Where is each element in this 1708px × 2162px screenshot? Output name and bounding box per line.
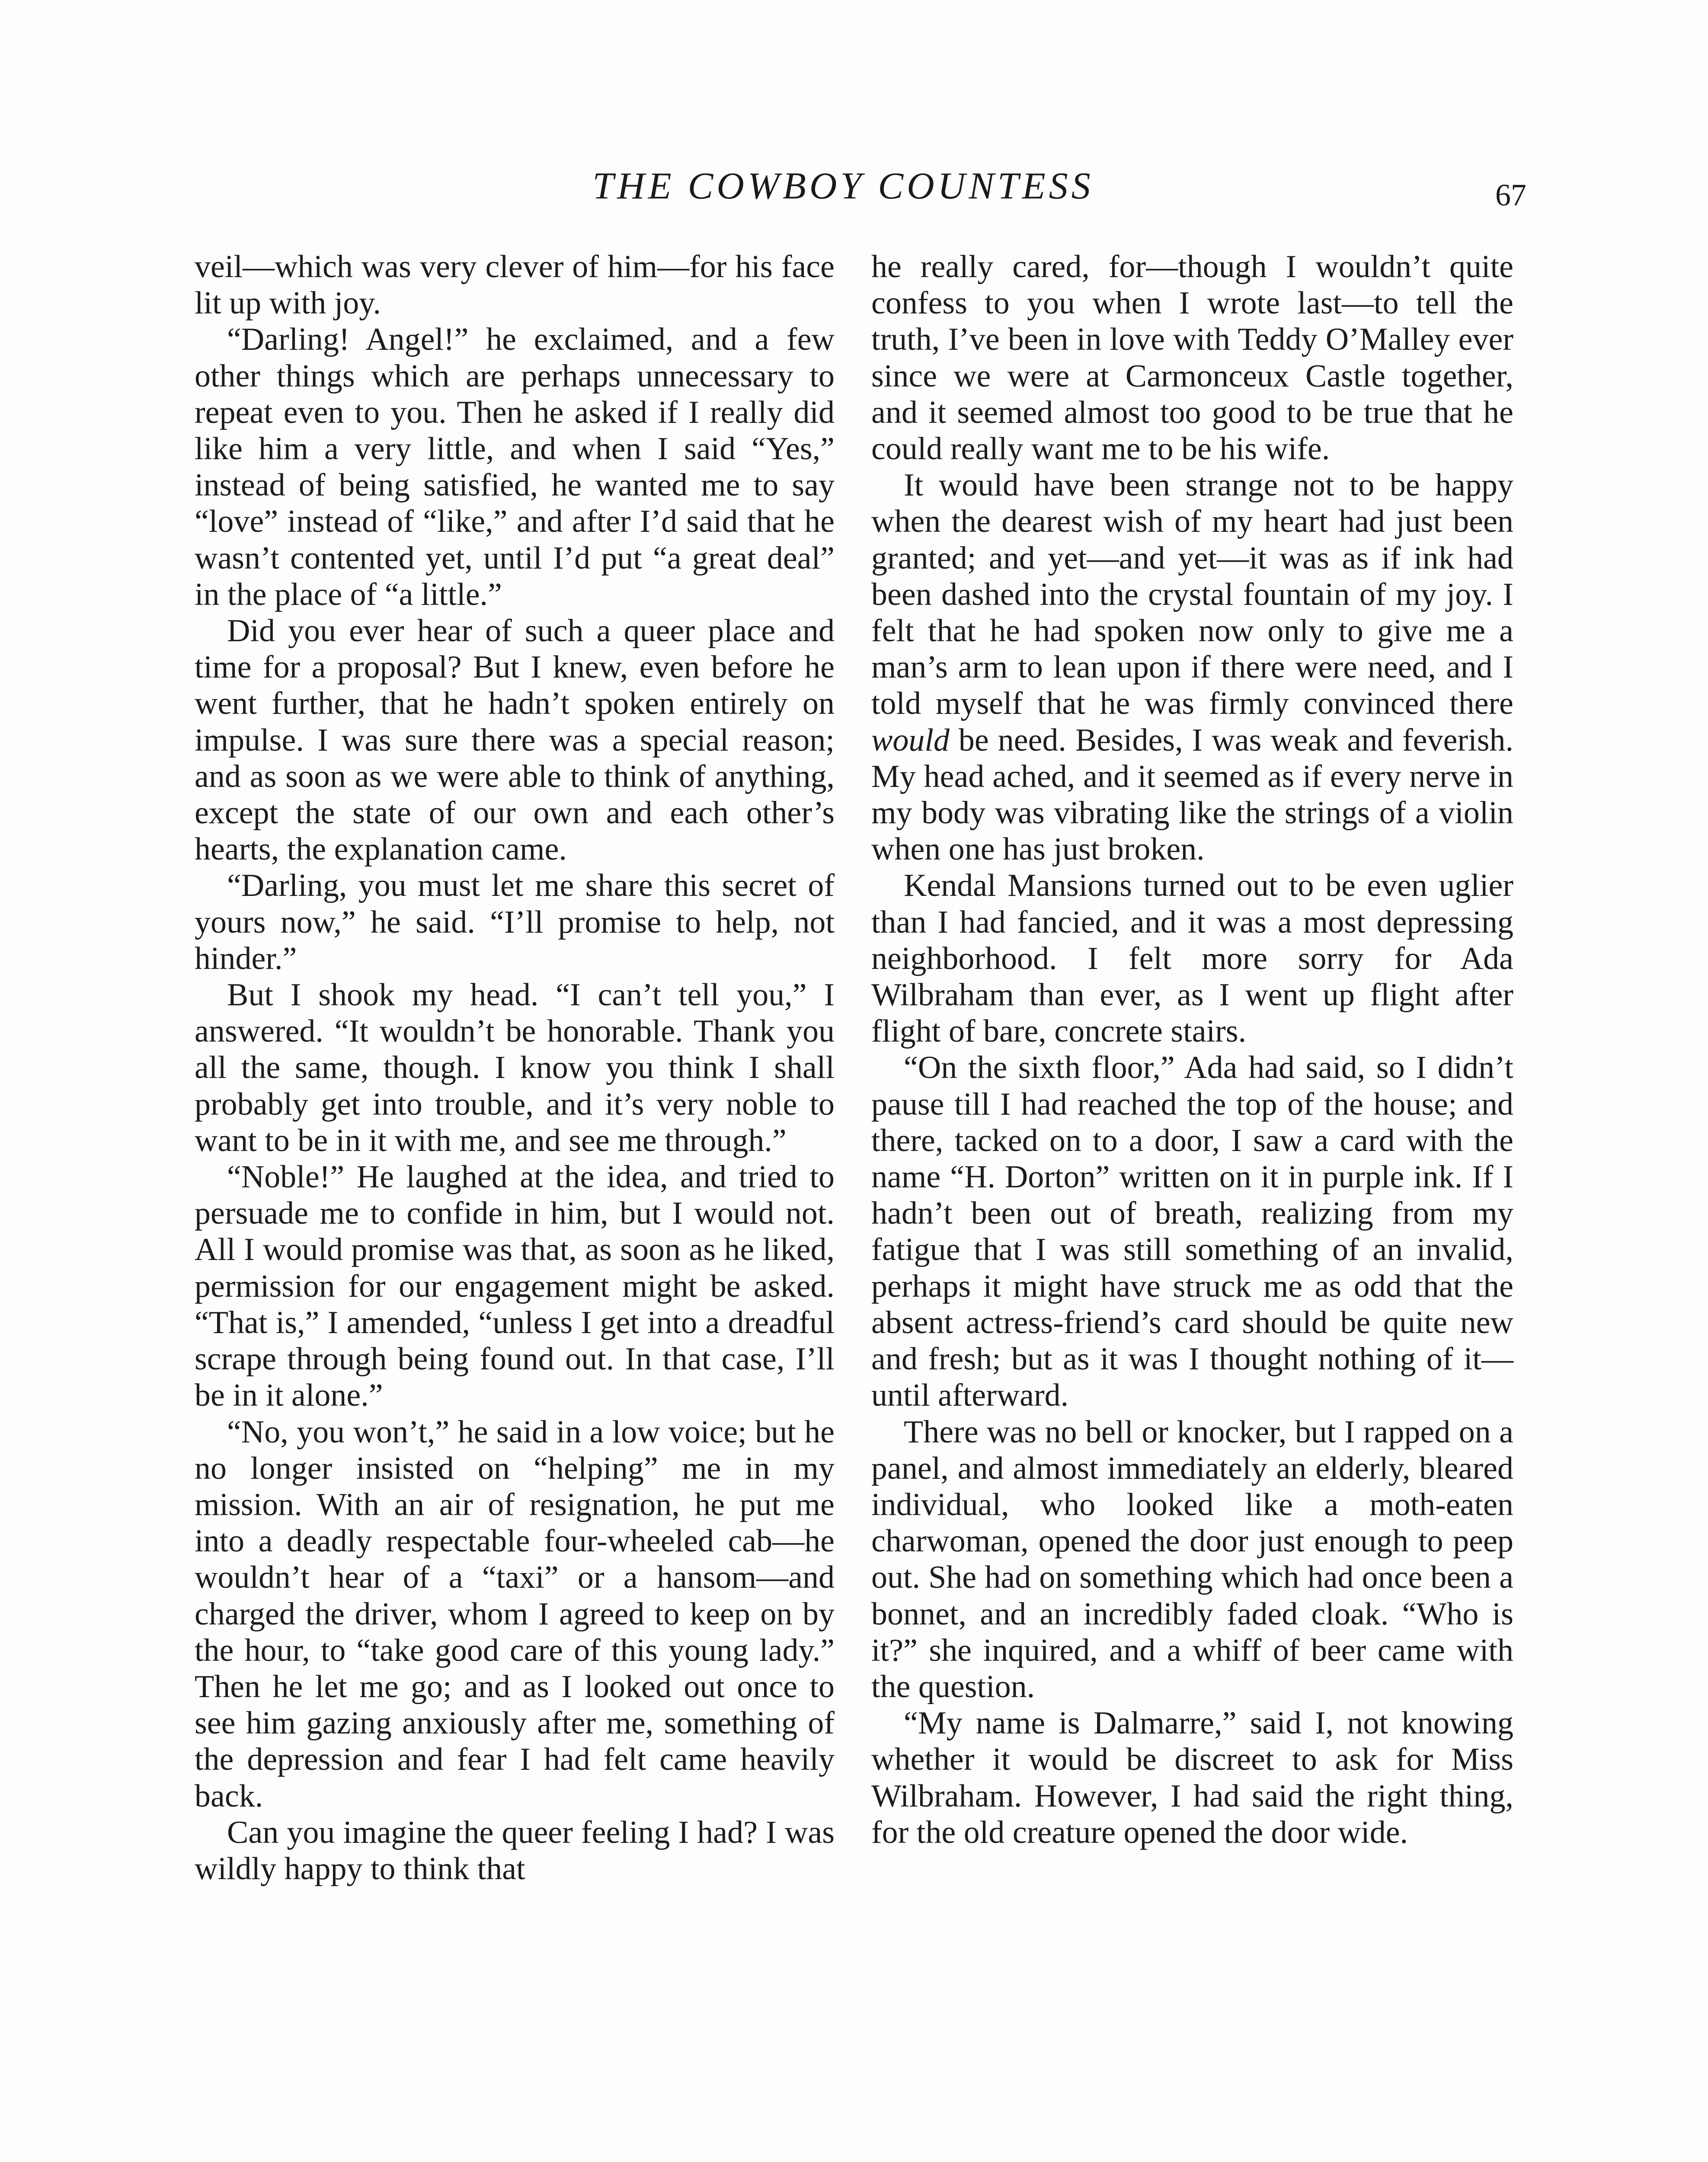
- paragraph: veil—which was very clever of him—for his face lit up with joy.: [195, 249, 835, 321]
- paragraph: Kendal Mansions turned out to be even uglier than I had fancied, and it was a most depressing neighborhood. I felt more sorry for Ada Wilbraham than ever, as I went up flight after flight of bare, concrete stairs.: [871, 868, 1513, 1049]
- paragraph: But I shook my head. “I can’t tell you,” I answered. “It wouldn’t be honorable. Thank you all the same, though. I know you think I shall probably get into trouble, and it’s very noble to want to be in it with me, and see me through.”: [195, 977, 835, 1158]
- left-text-column: [195, 249, 835, 1887]
- italic-emphasis: would: [871, 722, 950, 758]
- paragraph: There was no bell or knocker, but I rapped on a panel, and almost immediately an elderly, bleared individual, who looked like a moth-eaten charwoman, opened the door just enough to peep out. She had on something which had once been a bonnet, and an incredibly faded cloak. “Who is it?” she inquired, and a whiff of beer came with the question.: [871, 1414, 1513, 1705]
- paragraph: [871, 467, 1513, 867]
- running-title: THE COWBOY COUNTESS: [592, 165, 1094, 207]
- paragraph: he really cared, for—though I wouldn’t quite confess to you when I wrote last—to tell the truth, I’ve been in love with Teddy O’Malley ever since we were at Carmonceux Castle together, and it seemed almost too good to be true that he could really want me to be his wife.: [871, 249, 1513, 467]
- paragraph-text: It would have been strange not to be happy when the dearest wish of my heart had just been granted; and yet—and yet—it was as if ink had been dashed into the crystal fountain of my joy. I felt that he had spoken now only to give me a man’s arm to lean upon if there were need, and I told myself that he was firmly convinced there: [871, 467, 1513, 722]
- right-text-column: [871, 249, 1513, 1851]
- paragraph-text: be need. Besides, I was weak and feverish. My head ached, and it seemed as if every nerve in my body was vibrating like the strings of a violin when one has just broken.: [871, 722, 1513, 867]
- paragraph: “Darling! Angel!” he exclaimed, and a few other things which are perhaps unnecessary to repeat even to you. Then he asked if I really did like him a very little, and when I said “Yes,” instead of being satisfied, he wanted me to say “love” instead of “like,” and after I’d said that he wasn’t contented yet, until I’d put “a great deal” in the place of “a little.”: [195, 322, 835, 612]
- paragraph: “Noble!” He laughed at the idea, and tried to persuade me to confide in him, but I would not. All I would promise was that, as soon as he liked, permission for our engagement might be asked. “That is,” I amended, “unless I get into a dreadful scrape through being found out. In that case, I’ll be in it alone.”: [195, 1159, 835, 1414]
- page-number: 67: [1495, 178, 1526, 212]
- paragraph: “No, you won’t,” he said in a low voice; but he no longer insisted on “helping” me in my mission. With an air of resignation, he put me into a deadly respectable four-wheeled cab—he wouldn’t hear of a “taxi” or a hansom—and charged the driver, whom I agreed to keep on by the hour, to “take good care of this young lady.” Then he let me go; and as I looked out once to see him gazing anxiously after me, something of the depression and fear I had felt came heavily back.: [195, 1414, 835, 1814]
- paragraph: Did you ever hear of such a queer place and time for a proposal? But I knew, even before he went further, that he hadn’t spoken entirely on impulse. I was sure there was a special reason; and as soon as we were able to think of anything, except the state of our own and each other’s hearts, the explanation came.: [195, 613, 835, 867]
- paragraph: “My name is Dalmarre,” said I, not knowing whether it would be discreet to ask for Miss Wilbraham. However, I had said the right thing, for the old creature opened the door wide.: [871, 1705, 1513, 1850]
- paragraph: Can you imagine the queer feeling I had? I was wildly happy to think that: [195, 1814, 835, 1887]
- paragraph: “Darling, you must let me share this secret of yours now,” he said. “I’ll promise to help, not hinder.”: [195, 868, 835, 976]
- paragraph: “On the sixth floor,” Ada had said, so I didn’t pause till I had reached the top of the house; and there, tacked on to a door, I saw a card with the name “H. Dorton” written on it in purple ink. If I hadn’t been out of breath, realizing from my fatigue that I was still something of an invalid, perhaps it might have struck me as odd that the absent actress-friend’s card should be quite new and fresh; but as it was I thought nothing of it—until afterward.: [871, 1050, 1513, 1414]
